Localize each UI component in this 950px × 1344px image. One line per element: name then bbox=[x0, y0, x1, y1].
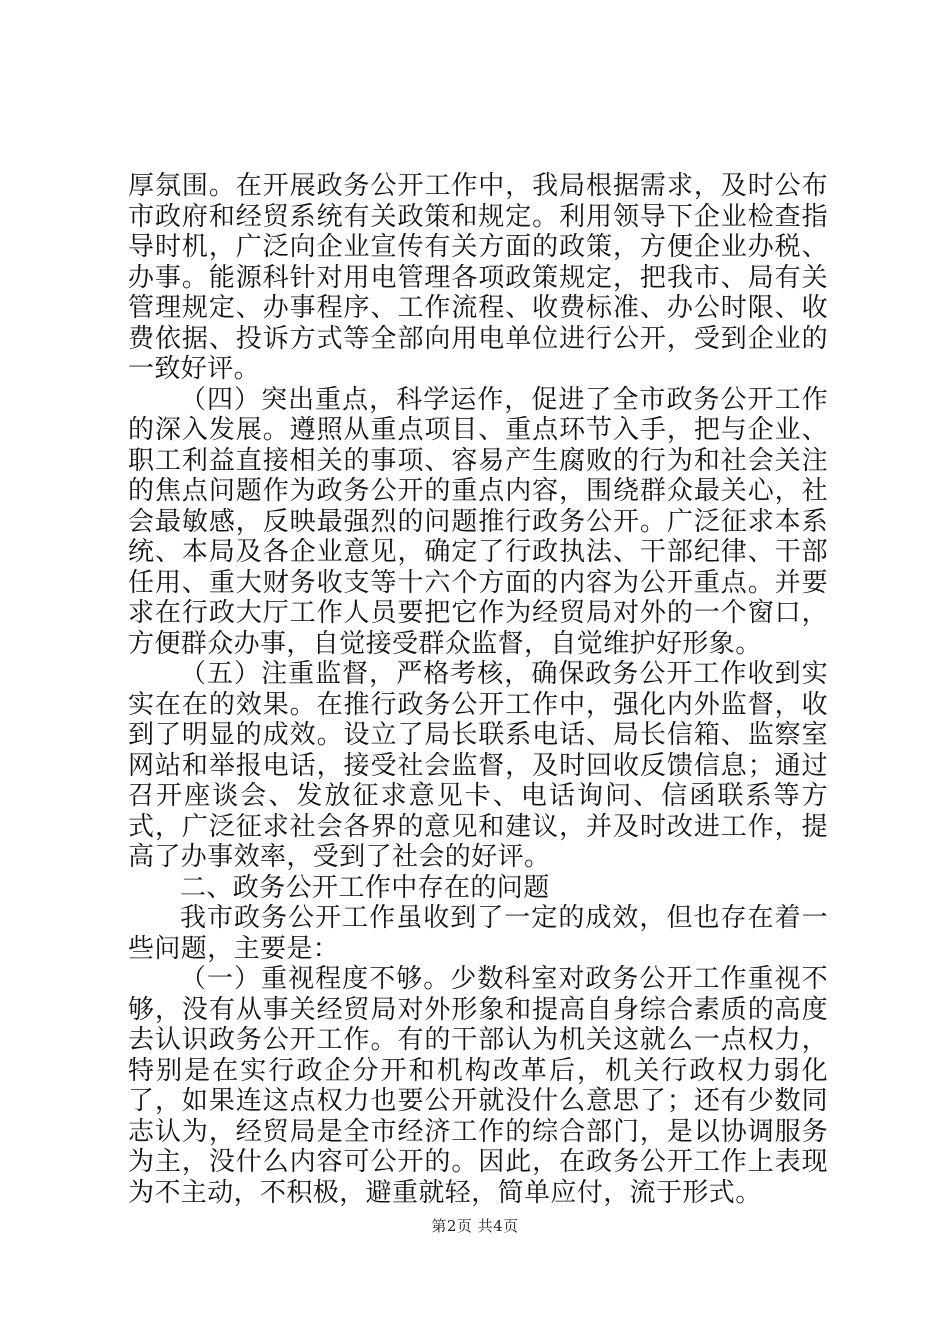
paragraph-continuation: 厚氛围。在开展政务公开工作中，我局根据需求，及时公布市政府和经贸系统有关政策和规定。利用领导下企业检查指导时机，广泛向企业宣传有关方面的政策，方便企业办税、办事。能源科针对用电管理各项政策规定，把我市、局有关管理规定、办事程序、工作流程、收费标准、办公时限、收费依据、投诉方式等全部向用电单位进行公开，受到企业的一致好评。 bbox=[128, 171, 828, 384]
section-heading-problems: 二、政务公开工作中存在的问题 bbox=[180, 872, 550, 903]
page-footer: 第2页 共4页 bbox=[431, 1217, 519, 1235]
paragraph-section-four: （四）突出重点，科学运作，促进了全市政务公开工作的深入发展。遵照从重点项目、重点环节入手，把与企业、职工利益直接相关的事项、容易产生腐败的行为和社会关注的焦点问题作为政务公开的重点内容，围绕群众最关心，社会最敏感，反映最强烈的问题推行政务公开。广泛征求本系统、本局及各企业意见，确定了行政执法、干部纪律、干部任用、重大财务收支等十六个方面的内容为公开重点。并要求在行政大厅工作人员要把它作为经贸局对外的一个窗口，方便群众办事，自觉接受群众监督，自觉维护好形象。 bbox=[128, 384, 828, 659]
paragraph-problem-one: （一）重视程度不够。少数科室对政务公开工作重视不够，没有从事关经贸局对外形象和提高自身综合素质的高度去认识政务公开工作。有的干部认为机关这就么一点权力，特别是在实行政企分开和机构改革后，机关行政权力弱化了，如果连这点权力也要公开就没什么意思了；还有少数同志认为，经贸局是全市经济工作的综合部门，是以协调服务为主，没什么内容可公开的。因此，在政务公开工作上表现为不主动，不积极，避重就轻，简单应付，流于形式。 bbox=[128, 964, 828, 1208]
document-body bbox=[128, 171, 828, 1208]
paragraph-section-five: （五）注重监督，严格考核，确保政务公开工作收到实实在在的效果。在推行政务公开工作中，强化内外监督，收到了明显的成效。设立了局长联系电话、局长信箱、监察室网站和举报电话，接受社会监督，及时回收反馈信息；通过召开座谈会、发放征求意见卡、电话询问、信函联系等方式，广泛征求社会各界的意见和建议，并及时改进工作，提高了办事效率，受到了社会的好评。 bbox=[128, 659, 828, 872]
paragraph-problems-intro: 我市政务公开工作虽收到了一定的成效，但也存在着一些问题，主要是： bbox=[128, 903, 828, 964]
